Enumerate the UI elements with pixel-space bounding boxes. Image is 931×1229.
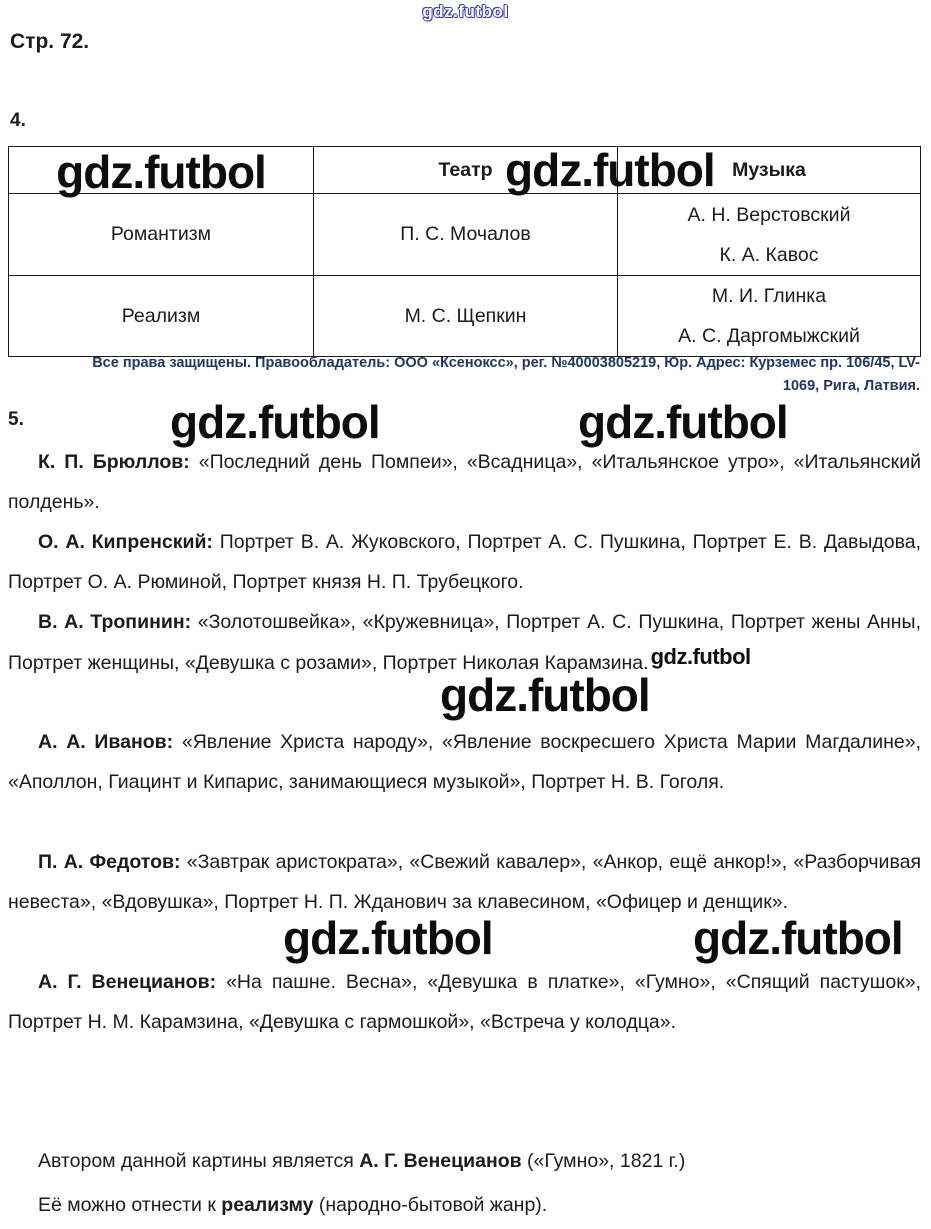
painter-name: К. П. Брюллов: [38, 451, 190, 473]
painter-name: П. А. Федотов: [38, 851, 181, 873]
painter-works: «Золотошвейка», «Кружевница», Портрет А. С. Пушкина, Портрет жены Анны, Портрет женщины, «Девушка с розами», Портрет Николая Карамзина. [8, 611, 921, 674]
painter-works: «На пашне. Весна», «Девушка в платке», «Гумно», «Спящий пастушок», Портрет Н. М. Карамзина, «Девушка с гармошкой», «Встреча у колодца». [8, 971, 921, 1033]
paragraph-ivanov [8, 722, 921, 842]
cell-theatre: П. С. Мочалов [314, 194, 618, 276]
answer-text: Автором данной картины является [38, 1150, 360, 1172]
painter-works: «Последний день Помпеи», «Всадница», «Итальянское утро», «Итальянский полдень». [8, 451, 922, 513]
question-5-label: 5. [8, 409, 24, 430]
music-line: М. И. Глинка [711, 285, 827, 307]
music-line: А. Н. Верстовский [687, 203, 851, 226]
answer-text: Её можно отнести к [38, 1194, 222, 1216]
painter-name: О. А. Кипренский: [38, 531, 213, 553]
paragraph-kiprensky [8, 522, 921, 602]
paragraph-venetsianov [8, 962, 921, 1082]
answer-text: (народно-бытовой жанр). [313, 1194, 548, 1216]
answer-line-author [38, 1139, 685, 1183]
watermark-lower-left: gdz.futbol [283, 912, 493, 964]
answer-genre-bold: реализму [221, 1194, 314, 1216]
answer-text: («Гумно», 1821 г.) [521, 1150, 686, 1172]
answer-block [38, 1139, 685, 1227]
answer-author-bold: А. Г. Венецианов [359, 1150, 522, 1172]
cell-style: Реализм [9, 276, 314, 357]
paragraph-bryullov [8, 442, 921, 522]
painter-works: «Завтрак аристократа», «Свежий кавалер», «Анкор, ещё анкор!», «Разборчивая невеста», «Вдовушка», Портрет Н. П. Жданович за клавесином, «Офицер и денщик». [8, 851, 921, 913]
painter-works: Портрет В. А. Жуковского, Портрет А. С. Пушкина, Портрет Е. В. Давыдова, Портрет О. А. Рюминой, Портрет князя Н. П. Трубецкого. [8, 531, 922, 593]
painter-name: А. А. Иванов: [38, 731, 174, 753]
question-4-label: 4. [10, 110, 26, 131]
cell-theatre: М. С. Щепкин [314, 276, 618, 357]
copyright-line: Все права защищены. Правообладатель: ООО «Ксеноксс», рег. №40003805219, Юр. Адрес: Курземес пр. 106/45, LV- [92, 355, 920, 371]
painter-name: В. А. Тропинин: [38, 611, 192, 633]
music-line: А. С. Даргомыжский [678, 325, 860, 347]
table-header-row [9, 147, 921, 194]
table-header-empty [9, 146, 314, 198]
paragraph-tropinin [8, 602, 921, 722]
watermark-inline: gdz.futbol [650, 644, 751, 669]
watermark-middle: gdz.futbol [440, 669, 650, 721]
paragraph-fedotov [8, 842, 921, 962]
watermark-table-cell: gdz.futbol [56, 146, 266, 198]
music-line: К. А. Кавос [719, 243, 819, 266]
table-row [9, 276, 921, 357]
cell-music [618, 276, 921, 357]
answer-line-genre [38, 1183, 685, 1227]
section-5 [8, 398, 921, 1082]
table-row [9, 194, 921, 276]
painter-works: «Явление Христа народу», «Явление воскресшего Христа Марии Магдалине», «Аполлон, Гиацинт и Кипарис, занимающиеся музыкой», Портрет Н. В. Гоголя. [8, 731, 921, 793]
cell-style: Романтизм [9, 194, 314, 276]
site-watermark-top: gdz.futbol [422, 2, 509, 21]
painter-name: А. Г. Венецианов: [38, 971, 217, 993]
table-header-music: Музыка [618, 147, 921, 194]
watermark-table-header: gdz.futbol [505, 144, 715, 196]
copyright-notice [8, 352, 920, 398]
watermark-section5-left: gdz.futbol [170, 396, 380, 448]
cell-music [618, 194, 921, 276]
comparison-table [8, 146, 921, 357]
watermark-section5-right: gdz.futbol [578, 396, 788, 448]
watermark-lower-right: gdz.futbol [693, 912, 903, 964]
page-title: Стр. 72. [10, 30, 90, 53]
table-header-theatre: Театр [314, 147, 618, 194]
copyright-line: 1069, Рига, Латвия. [782, 378, 920, 394]
